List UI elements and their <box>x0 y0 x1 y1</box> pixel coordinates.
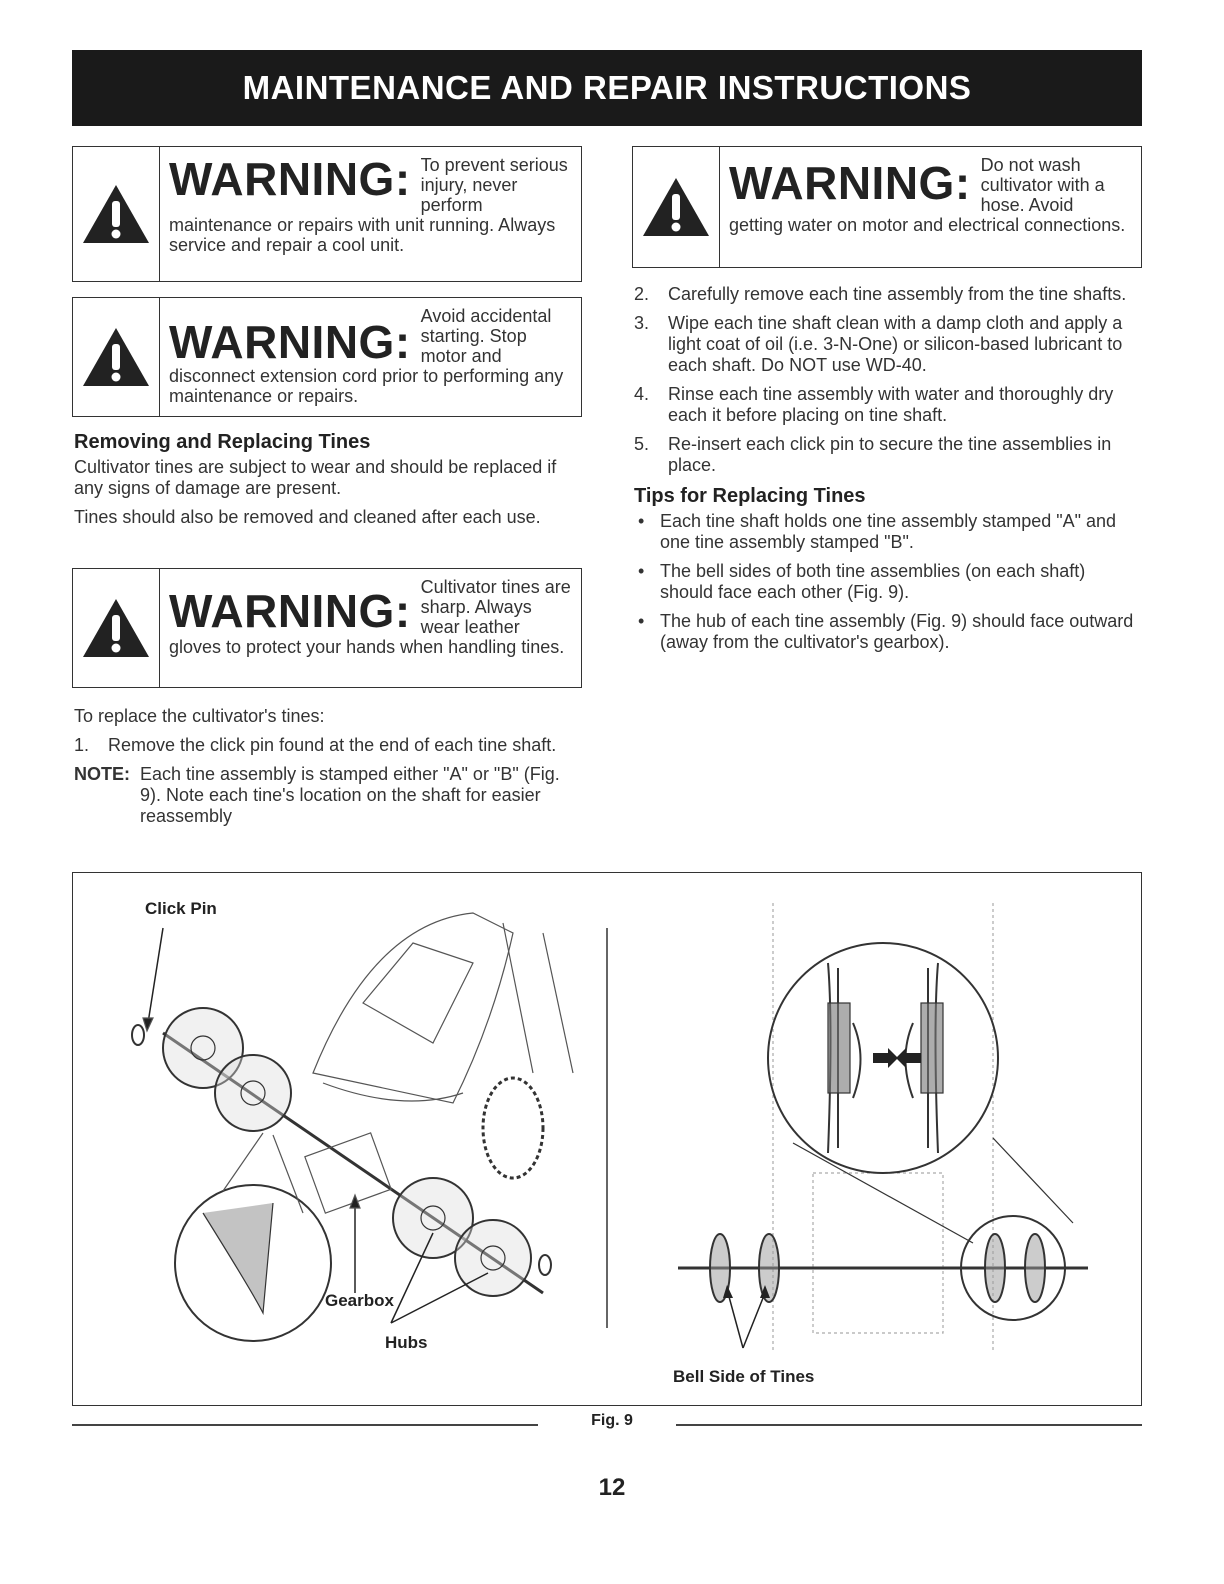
step-text: Remove the click pin found at the end of each tine shaft. <box>108 735 557 755</box>
list-item <box>74 735 579 756</box>
paragraph: Cultivator tines are subject to wear and should be replaced if any signs of damage are present. <box>74 457 557 498</box>
warning-box-hose <box>632 146 1142 268</box>
left-column-lower <box>74 706 579 835</box>
warning-triangle-icon <box>73 298 160 416</box>
warning-triangle-icon <box>73 147 160 281</box>
step-number: 5. <box>634 434 650 454</box>
warning-word: WARNING: <box>169 153 411 205</box>
step-number: 4. <box>634 384 650 404</box>
step-text: Rinse each tine assembly with water and thoroughly dry each it before placing on tine shaft. <box>668 384 1114 425</box>
list-item <box>634 384 1142 426</box>
step-number: 1. <box>74 735 90 755</box>
removing-tines-heading: Removing and Replacing Tines <box>74 431 371 453</box>
section-header <box>72 50 1142 126</box>
list-item <box>634 561 1142 603</box>
gearbox-label: Gearbox <box>325 1291 394 1310</box>
tip-text: The hub of each tine assembly (Fig. 9) should face outward (away from the cultivator's gearbox). <box>660 611 1134 652</box>
section-title: MAINTENANCE AND REPAIR INSTRUCTIONS <box>242 69 972 106</box>
list-item <box>634 511 1142 553</box>
step-text: Re-insert each click pin to secure the tine assemblies in place. <box>668 434 1112 475</box>
warning-text: Avoid accidental starting. Stop motor and disconnect extension cord prior to performing any maintenance or repairs. <box>169 306 564 406</box>
bullet-icon: • <box>638 511 645 531</box>
tip-text: The bell sides of both tine assemblies (on each shaft) should face each other (Fig. 9). <box>660 561 1086 602</box>
list-item <box>634 284 1142 305</box>
warning-word: WARNING: <box>169 585 411 637</box>
warning-box-sharp-tines <box>72 568 582 688</box>
list-item <box>634 313 1142 376</box>
warning-text: Cultivator tines are sharp. Always wear leather gloves to protect your hands when handling tines. <box>169 577 571 657</box>
list-item <box>634 611 1142 653</box>
right-column <box>634 284 1142 661</box>
click-pin-label: Click Pin <box>145 899 217 918</box>
figure-9 <box>72 872 1142 1406</box>
warning-text: Do not wash cultivator with a hose. Avoid getting water on motor and electrical connections. <box>729 155 1126 235</box>
page-number: 12 <box>598 1474 626 1501</box>
tip-text: Each tine shaft holds one tine assembly stamped "A" and one tine assembly stamped "B". <box>660 511 1117 552</box>
warning-text: To prevent serious injury, never perform maintenance or repairs with unit running. Always service and repair a cool unit. <box>169 155 568 255</box>
warning-triangle-icon <box>633 147 720 267</box>
note <box>74 764 579 827</box>
paragraph: To replace the cultivator's tines: <box>74 706 325 726</box>
step-text: Carefully remove each tine assembly from the tine shafts. <box>668 284 1127 304</box>
warning-word: WARNING: <box>169 316 411 368</box>
step-number: 2. <box>634 284 650 304</box>
warning-triangle-icon <box>73 569 160 687</box>
warning-box-starting <box>72 297 582 417</box>
note-text: Each tine assembly is stamped either "A" or "B" (Fig. 9). Note each tine's location on the shaft for easier reassembly <box>140 764 560 826</box>
note-label: NOTE: <box>74 764 130 784</box>
left-column <box>74 432 579 536</box>
bullet-icon: • <box>638 611 645 631</box>
paragraph: Tines should also be removed and cleaned after each use. <box>74 507 541 527</box>
warning-word: WARNING: <box>729 157 971 209</box>
bullet-icon: • <box>638 561 645 581</box>
hubs-label: Hubs <box>385 1333 428 1352</box>
figure-caption: Fig. 9 <box>591 1412 633 1429</box>
bell-side-label: Bell Side of Tines <box>673 1367 815 1386</box>
warning-box-service <box>72 146 582 282</box>
list-item <box>634 434 1142 476</box>
tine-diagram <box>73 873 1140 1404</box>
tips-heading: Tips for Replacing Tines <box>634 485 866 507</box>
step-number: 3. <box>634 313 650 333</box>
step-text: Wipe each tine shaft clean with a damp cloth and apply a light coat of oil (i.e. 3-N-One) or silicon-based lubricant to each shaft. Do NOT use WD-40. <box>668 313 1123 375</box>
